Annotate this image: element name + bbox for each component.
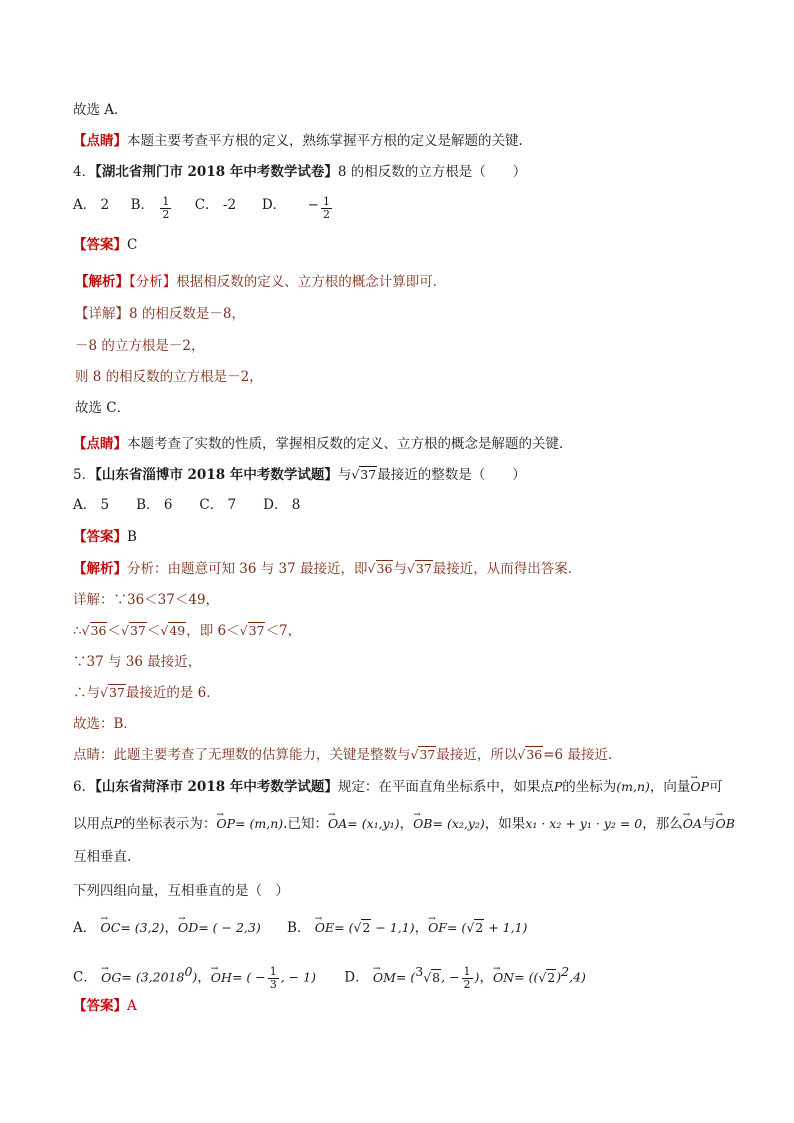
q4-frac-d: $\frac{1}{2}$ (322, 195, 330, 221)
q5-options: A． 5 B． 6 C． 7 D． 8 (73, 497, 301, 513)
q5-tip: 点睛：此题主要考查了无理数的估算能力，关键是整数与√37最接近，所以√36=6 最接近． (73, 747, 622, 763)
q4-stem: 4．【湖北省荆门市 2018 年中考数学试卷】8 的相反数的立方根是（ ） (73, 164, 527, 180)
q6-c-frac: $\frac{1}{3}$ (269, 964, 277, 991)
q5-line2: ∴√36＜√37＜√49，即 6＜√37＜7， (73, 623, 302, 639)
q6-stem-line3: 互相垂直. (73, 849, 132, 865)
q5-stem: 5．【山东省淄博市 2018 年中考数学试题】与√37最接近的整数是（ ） (73, 467, 526, 483)
q4-analysis: 【解析】【分析】根据相反数的定义、立方根的概念计算即可． (75, 274, 447, 290)
q5-detail: 详解：∵36＜37＜49， (73, 592, 220, 608)
q5-line4: ∴与√37最接近的是 6． (73, 685, 220, 701)
q5-line3: ∵37 与 36 最接近， (73, 654, 202, 670)
q4-options: A． 2 B． $\frac{1}{2}$ C． -2 D． − $\frac{1}{2}$ (73, 195, 330, 221)
q6-option-a: A． → OC= (3,2)，→ OD= ( − 2,3) (73, 918, 261, 938)
q6-d-frac: $\frac{1}{2}$ (463, 964, 471, 991)
q6-options-cd (73, 962, 586, 991)
q6-stem-line1: 6．【山东省菏泽市 2018 年中考数学试题】规定：在平面直角坐标系中，如果点P的坐标为(m,n)，向量→ OP可 (73, 777, 723, 797)
prev-tip: 【点睛】本题主要考查平方根的定义，熟练掌握平方根的定义是解题的关键. (73, 133, 523, 149)
prev-choose: 故选 A． (73, 102, 128, 118)
q4-tip: 【点睛】本题考查了实数的性质，掌握相反数的定义、立方根的概念是解题的关键． (73, 436, 573, 452)
q4-answer: 【答案】C (73, 237, 138, 253)
q4-detail: 【详解】8 的相反数是－8， (75, 306, 245, 322)
q5-answer: 【答案】B (73, 529, 137, 545)
q6-option-b: B． → OE= (√2 − 1,1)，→ OF= (√2 + 1,1) (287, 918, 527, 938)
q4-choose: 故选 C． (75, 400, 131, 416)
q6-option-c: C． → $OG= (3,2018^0)$，→ OH= ( − $\frac{1}{3}$ , − 1) (73, 962, 316, 991)
q6-options-ab (73, 918, 527, 938)
q6-question: 下列四组向量，互相垂直的是（ ） (73, 883, 289, 899)
q5-choose: 故选：B． (73, 716, 137, 732)
q5-analysis: 【解析】分析：由题意可知 36 与 37 最接近，即√36与√37最接近，从而得出答案． (73, 561, 582, 577)
q4-step2: －8 的立方根是－2， (75, 338, 205, 354)
q4-frac-b: $\frac{1}{2}$ (162, 195, 170, 221)
q6-answer: 【答案】A (73, 998, 137, 1014)
q6-stem-line2: 以用点P的坐标表示为：→ OP= (m,n).已知：→ OA= (x₁,y₁)，→ OB= (x₂,y₂)，如果x₁ · x₂ + y₁ · y₂ = 0，那么→ OA与→ OB (73, 814, 735, 834)
q4-step3: 则 8 的相反数的立方根是－2， (75, 369, 263, 385)
q6-option-d: D． → OM= ($^3$√8, − $\frac{1}{2}$ )，→ $ON= ((√2)^2,4)$ (344, 962, 586, 991)
